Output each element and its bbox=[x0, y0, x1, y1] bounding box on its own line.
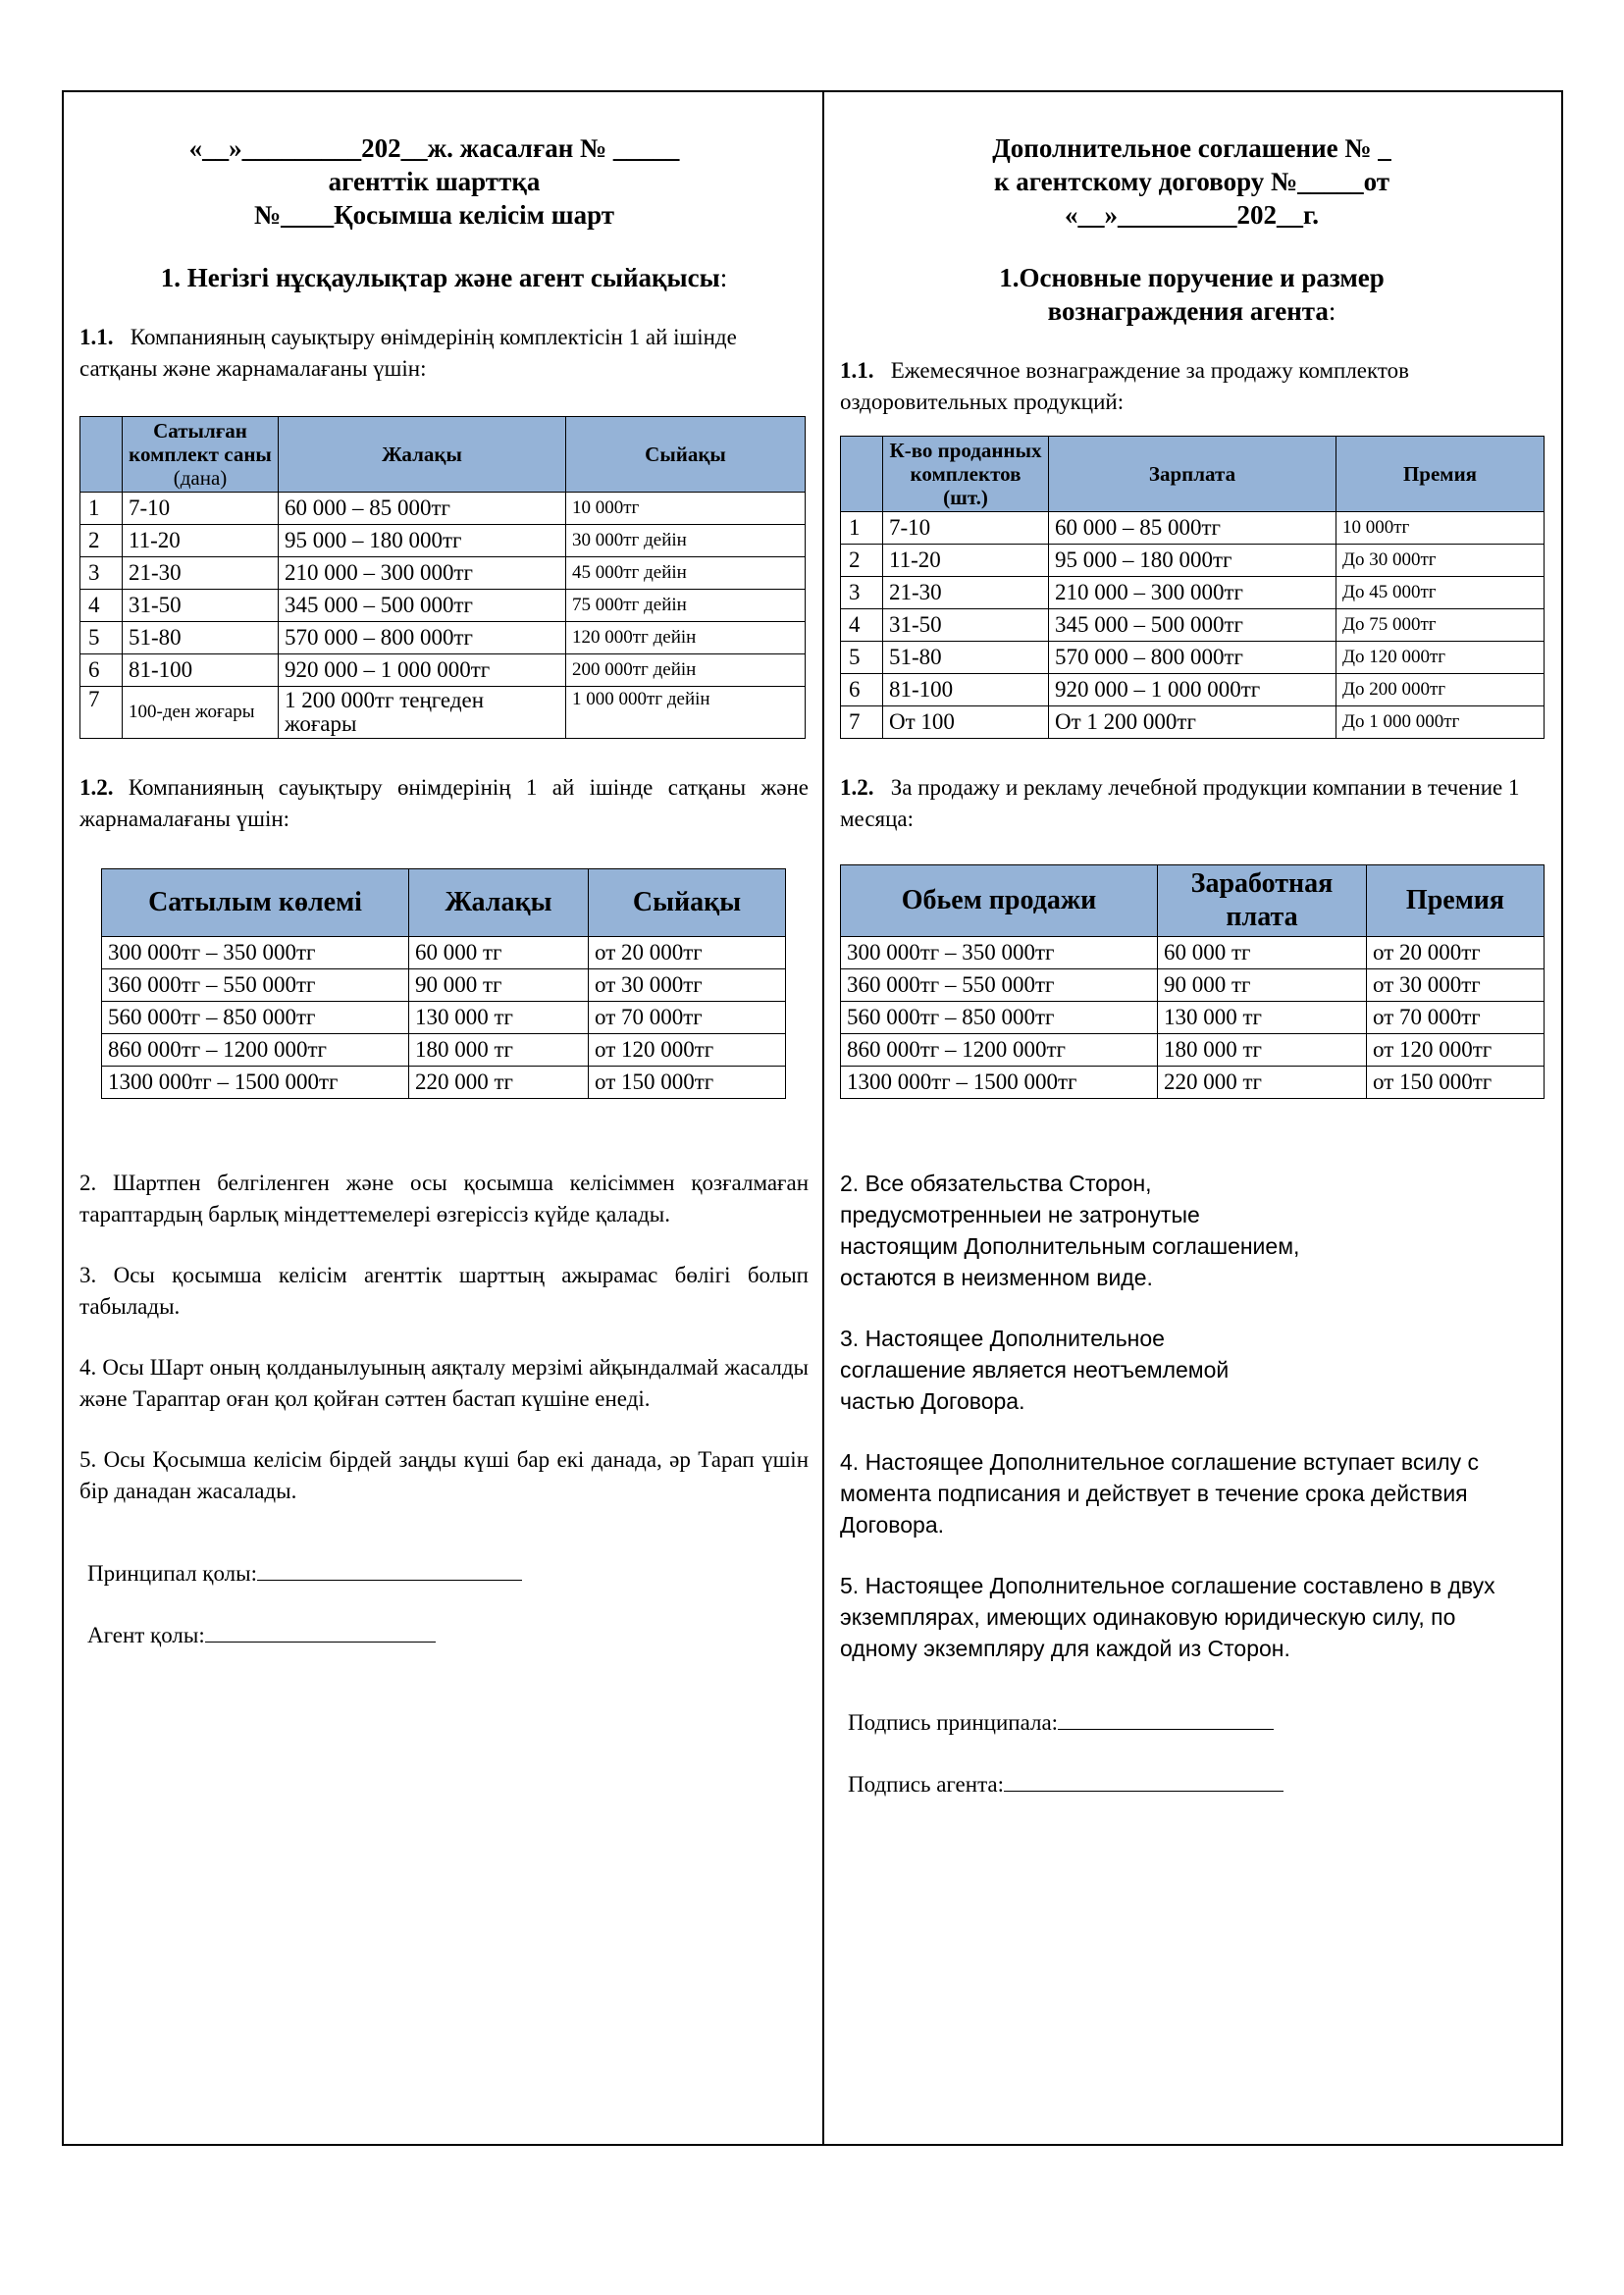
row-bonus: от 30 000тг bbox=[1367, 969, 1545, 1002]
row-volume: 300 000тг – 350 000тг bbox=[841, 937, 1158, 969]
kz-sig-agent-label: Агент қолы: bbox=[87, 1623, 205, 1647]
row-index: 6 bbox=[841, 674, 883, 706]
ru-sig-agent-line[interactable] bbox=[1004, 1769, 1283, 1792]
row-count: 21-30 bbox=[123, 557, 279, 590]
row-volume: 1300 000тг – 1500 000тг bbox=[102, 1067, 409, 1099]
table-row bbox=[841, 545, 1545, 577]
row-index: 3 bbox=[841, 577, 883, 609]
row-bonus: от 150 000тг bbox=[589, 1067, 786, 1099]
row-count: 11-20 bbox=[123, 525, 279, 557]
kz-table-volume bbox=[101, 868, 786, 1099]
kz-t1-head-salary: Жалақы bbox=[279, 417, 566, 493]
kz-paragraph-1-2 bbox=[79, 772, 809, 835]
kz-header-line-3: №____Қосымша келісім шарт bbox=[253, 200, 615, 230]
table-row bbox=[80, 590, 806, 622]
row-salary: 920 000 – 1 000 000тг bbox=[1049, 674, 1336, 706]
kz-paragraph-1-1 bbox=[79, 322, 809, 385]
row-salary: 220 000 тг bbox=[409, 1067, 589, 1099]
table-row bbox=[841, 1002, 1545, 1034]
kz-p11-number: 1.1. bbox=[79, 325, 114, 349]
ru-paragraph-1-2 bbox=[840, 772, 1544, 835]
table-row bbox=[841, 609, 1545, 642]
ru-table-sets-header bbox=[841, 437, 1545, 512]
ru-sig-principal-label: Подпись принципала: bbox=[848, 1710, 1059, 1735]
row-salary: 60 000 тг bbox=[409, 937, 589, 969]
table-row bbox=[102, 1067, 786, 1099]
ru-t2-head-volume: Обьем продажи bbox=[841, 865, 1158, 937]
row-salary: 60 000 – 85 000тг bbox=[279, 493, 566, 525]
row-index: 5 bbox=[841, 642, 883, 674]
row-bonus: от 150 000тг bbox=[1367, 1067, 1545, 1099]
row-volume: 560 000тг – 850 000тг bbox=[102, 1002, 409, 1034]
kz-section-1-colon: : bbox=[719, 263, 728, 292]
row-volume: 560 000тг – 850 000тг bbox=[841, 1002, 1158, 1034]
kz-t1-corner bbox=[80, 417, 123, 493]
kz-table-sets-header bbox=[80, 417, 806, 493]
row-bonus: 30 000тг дейін bbox=[566, 525, 806, 557]
row-salary: 130 000 тг bbox=[409, 1002, 589, 1034]
row-salary: 95 000 – 180 000тг bbox=[279, 525, 566, 557]
kz-t2-head-bonus: Сыйақы bbox=[589, 869, 786, 937]
row-bonus: от 30 000тг bbox=[589, 969, 786, 1002]
table-row bbox=[80, 493, 806, 525]
ru-paragraph-4: 4. Настоящее Дополнительное соглашение вступает всилу с момента подписания и действует в течение срока действия Договора. bbox=[840, 1449, 1480, 1538]
kz-paragraph-5: 5. Осы Қосымша келісім бірдей заңды күші бар екі данада, әр Тарап үшін бір данадан жасалады. bbox=[79, 1447, 809, 1503]
kz-section-1-title bbox=[79, 261, 809, 294]
kz-t1-head-count bbox=[123, 417, 279, 493]
ru-header bbox=[840, 131, 1544, 232]
ru-signature-agent bbox=[848, 1769, 1544, 1799]
row-count: 31-50 bbox=[883, 609, 1049, 642]
row-salary: От 1 200 000тг bbox=[1049, 706, 1336, 739]
row-bonus: 120 000тг дейін bbox=[566, 622, 806, 654]
table-row bbox=[841, 969, 1545, 1002]
ru-table-volume-header bbox=[841, 865, 1545, 937]
kz-header bbox=[79, 131, 809, 232]
row-salary: 210 000 – 300 000тг bbox=[1049, 577, 1336, 609]
table-row bbox=[841, 706, 1545, 739]
table-row bbox=[841, 1067, 1545, 1099]
document-frame bbox=[62, 90, 1563, 2146]
ru-section-1-text: 1.Основные поручение и размер вознаграждения агента bbox=[999, 263, 1385, 326]
row-bonus: от 120 000тг bbox=[589, 1034, 786, 1067]
row-salary: 920 000 – 1 000 000тг bbox=[279, 654, 566, 687]
row-salary: 90 000 тг bbox=[1158, 969, 1367, 1002]
kz-paragraph-3: 3. Осы қосымша келісім агенттік шарттың ажырамас бөлігі болып табылады. bbox=[79, 1263, 809, 1319]
row-volume: 1300 000тг – 1500 000тг bbox=[841, 1067, 1158, 1099]
row-salary: 1 200 000тг теңгеден жоғары bbox=[279, 687, 566, 739]
table-row bbox=[841, 512, 1545, 545]
table-row bbox=[80, 557, 806, 590]
row-volume: 360 000тг – 550 000тг bbox=[841, 969, 1158, 1002]
ru-signature-principal bbox=[848, 1707, 1544, 1738]
row-salary: 345 000 – 500 000тг bbox=[279, 590, 566, 622]
kz-sig-principal-label: Принципал қолы: bbox=[87, 1561, 257, 1586]
row-count: 11-20 bbox=[883, 545, 1049, 577]
row-index: 5 bbox=[80, 622, 123, 654]
row-index: 2 bbox=[80, 525, 123, 557]
table-row bbox=[841, 642, 1545, 674]
ru-t2-head-salary: Заработная плата bbox=[1158, 865, 1367, 937]
ru-header-line-1: Дополнительное соглашение № _ bbox=[992, 133, 1391, 163]
ru-p11-number: 1.1. bbox=[840, 358, 874, 383]
ru-paragraph-2: 2. Все обязательства Сторон, предусмотренныеи не затронутые настоящим Дополнительным соглашением, остаются в неизменном виде. bbox=[840, 1171, 1300, 1290]
kz-p12-number: 1.2. bbox=[79, 775, 114, 800]
row-bonus: До 30 000тг bbox=[1336, 545, 1545, 577]
ru-section-1-colon: : bbox=[1328, 296, 1336, 326]
table-row bbox=[80, 622, 806, 654]
ru-t1-head-salary: Зарплата bbox=[1049, 437, 1336, 512]
row-count: 7-10 bbox=[883, 512, 1049, 545]
row-salary: 570 000 – 800 000тг bbox=[1049, 642, 1336, 674]
row-count: 21-30 bbox=[883, 577, 1049, 609]
kz-signature-agent bbox=[87, 1620, 809, 1650]
row-index: 1 bbox=[80, 493, 123, 525]
row-volume: 860 000тг – 1200 000тг bbox=[102, 1034, 409, 1067]
row-bonus: 45 000тг дейін bbox=[566, 557, 806, 590]
row-volume: 860 000тг – 1200 000тг bbox=[841, 1034, 1158, 1067]
russian-column bbox=[824, 92, 1561, 2144]
ru-paragraph-3: 3. Настоящее Дополнительное соглашение является неотъемлемой частью Договора. bbox=[840, 1326, 1230, 1414]
row-bonus: 200 000тг дейін bbox=[566, 654, 806, 687]
kz-t1-head-count-label: Сатылған комплект саны bbox=[129, 419, 272, 466]
table-row bbox=[841, 1034, 1545, 1067]
kz-t1-head-bonus: Сыйақы bbox=[566, 417, 806, 493]
table-row bbox=[102, 1002, 786, 1034]
kz-sig-agent-line[interactable] bbox=[205, 1620, 436, 1643]
table-row bbox=[102, 937, 786, 969]
table-row bbox=[841, 577, 1545, 609]
kz-sig-principal-line[interactable] bbox=[257, 1558, 522, 1581]
row-salary: 90 000 тг bbox=[409, 969, 589, 1002]
kz-header-line-1: «__»_________202__ж. жасалған № _____ bbox=[188, 133, 680, 163]
ru-p12-text: За продажу и рекламу лечебной продукции компании в течение 1 месяца: bbox=[840, 775, 1520, 831]
row-salary: 180 000 тг bbox=[1158, 1034, 1367, 1067]
ru-header-line-2: к агентскому договору №_____от bbox=[993, 167, 1390, 196]
row-index: 7 bbox=[841, 706, 883, 739]
kz-t2-head-salary: Жалақы bbox=[409, 869, 589, 937]
kz-t2-head-volume: Сатылым көлемі bbox=[102, 869, 409, 937]
row-salary: 180 000 тг bbox=[409, 1034, 589, 1067]
row-salary: 220 000 тг bbox=[1158, 1067, 1367, 1099]
ru-table-volume bbox=[840, 864, 1545, 1099]
table-row bbox=[80, 654, 806, 687]
kz-signature-principal bbox=[87, 1558, 809, 1589]
row-bonus: До 120 000тг bbox=[1336, 642, 1545, 674]
row-count: 51-80 bbox=[883, 642, 1049, 674]
row-bonus: 1 000 000тг дейін bbox=[566, 687, 806, 739]
row-bonus: от 70 000тг bbox=[589, 1002, 786, 1034]
ru-section-1-title bbox=[840, 261, 1544, 328]
row-count: 100-ден жоғары bbox=[123, 687, 279, 739]
row-index: 4 bbox=[80, 590, 123, 622]
ru-sig-principal-line[interactable] bbox=[1058, 1707, 1274, 1730]
kz-p12-text: Компанияның сауықтыру өнімдерінің 1 ай ішінде сатқаны және жарнамалағаны үшін: bbox=[79, 775, 809, 831]
row-bonus: 10 000тг bbox=[566, 493, 806, 525]
ru-header-line-3: «__»_________202__г. bbox=[1065, 200, 1319, 230]
row-bonus: 10 000тг bbox=[1336, 512, 1545, 545]
table-row bbox=[841, 674, 1545, 706]
row-bonus: До 75 000тг bbox=[1336, 609, 1545, 642]
row-salary: 130 000 тг bbox=[1158, 1002, 1367, 1034]
ru-p12-number: 1.2. bbox=[840, 775, 874, 800]
table-row bbox=[80, 525, 806, 557]
table-row bbox=[80, 687, 806, 739]
kz-table-sets bbox=[79, 416, 806, 739]
row-salary: 570 000 – 800 000тг bbox=[279, 622, 566, 654]
row-count: 51-80 bbox=[123, 622, 279, 654]
row-bonus: от 20 000тг bbox=[1367, 937, 1545, 969]
ru-p11-text: Ежемесячное вознаграждение за продажу комплектов оздоровительных продукций: bbox=[840, 358, 1409, 414]
row-bonus: До 200 000тг bbox=[1336, 674, 1545, 706]
kz-table-volume-header bbox=[102, 869, 786, 937]
row-salary: 95 000 – 180 000тг bbox=[1049, 545, 1336, 577]
ru-sig-agent-label: Подпись агента: bbox=[848, 1772, 1005, 1797]
row-count: От 100 bbox=[883, 706, 1049, 739]
kz-t1-head-count-unit: (дана) bbox=[173, 466, 228, 490]
row-count: 81-100 bbox=[883, 674, 1049, 706]
row-count: 7-10 bbox=[123, 493, 279, 525]
row-index: 2 bbox=[841, 545, 883, 577]
row-count: 81-100 bbox=[123, 654, 279, 687]
row-bonus: от 70 000тг bbox=[1367, 1002, 1545, 1034]
row-bonus: от 120 000тг bbox=[1367, 1034, 1545, 1067]
row-index: 3 bbox=[80, 557, 123, 590]
row-index: 4 bbox=[841, 609, 883, 642]
row-index: 6 bbox=[80, 654, 123, 687]
row-bonus: До 45 000тг bbox=[1336, 577, 1545, 609]
ru-t1-corner bbox=[841, 437, 883, 512]
kz-p11-text: Компанияның сауықтыру өнімдерінің комплектісін 1 ай ішінде сатқаны және жарнамалағаны үшін: bbox=[79, 325, 737, 381]
ru-paragraph-5: 5. Настоящее Дополнительное соглашение составлено в двух экземплярах, имеющих одинаковую юридическую силу, по одному экземпляру для каждой из Сторон. bbox=[840, 1573, 1495, 1661]
table-row bbox=[841, 937, 1545, 969]
ru-t1-head-count: К-во проданных комплектов (шт.) bbox=[883, 437, 1049, 512]
row-bonus: До 1 000 000тг bbox=[1336, 706, 1545, 739]
ru-t1-head-bonus: Премия bbox=[1336, 437, 1545, 512]
row-salary: 210 000 – 300 000тг bbox=[279, 557, 566, 590]
ru-table-sets bbox=[840, 436, 1545, 739]
row-index: 7 bbox=[80, 687, 123, 739]
row-salary: 345 000 – 500 000тг bbox=[1049, 609, 1336, 642]
row-bonus: 75 000тг дейін bbox=[566, 590, 806, 622]
kz-paragraph-4: 4. Осы Шарт оның қолданылуының аяқталу мерзімі айқындалмай жасалды және Тараптар оған қол қойған сәттен бастап күшіне енеді. bbox=[79, 1355, 809, 1411]
row-salary: 60 000 тг bbox=[1158, 937, 1367, 969]
kazakh-column bbox=[64, 92, 824, 2144]
ru-paragraph-1-1 bbox=[840, 355, 1544, 418]
row-bonus: от 20 000тг bbox=[589, 937, 786, 969]
kz-header-line-2: агенттік шарттқа bbox=[328, 167, 541, 196]
row-volume: 300 000тг – 350 000тг bbox=[102, 937, 409, 969]
kz-section-1-text: 1. Негізгі нұсқаулықтар және агент сыйақысы bbox=[160, 263, 720, 292]
table-row bbox=[102, 969, 786, 1002]
row-count: 31-50 bbox=[123, 590, 279, 622]
row-salary: 60 000 – 85 000тг bbox=[1049, 512, 1336, 545]
ru-t2-head-bonus: Премия bbox=[1367, 865, 1545, 937]
row-index: 1 bbox=[841, 512, 883, 545]
table-row bbox=[102, 1034, 786, 1067]
kz-paragraph-2: 2. Шартпен белгіленген және осы қосымша келісіммен қозғалмаған тараптардың барлық міндеттемелері өзгеріссіз күйде қалады. bbox=[79, 1171, 809, 1226]
row-volume: 360 000тг – 550 000тг bbox=[102, 969, 409, 1002]
